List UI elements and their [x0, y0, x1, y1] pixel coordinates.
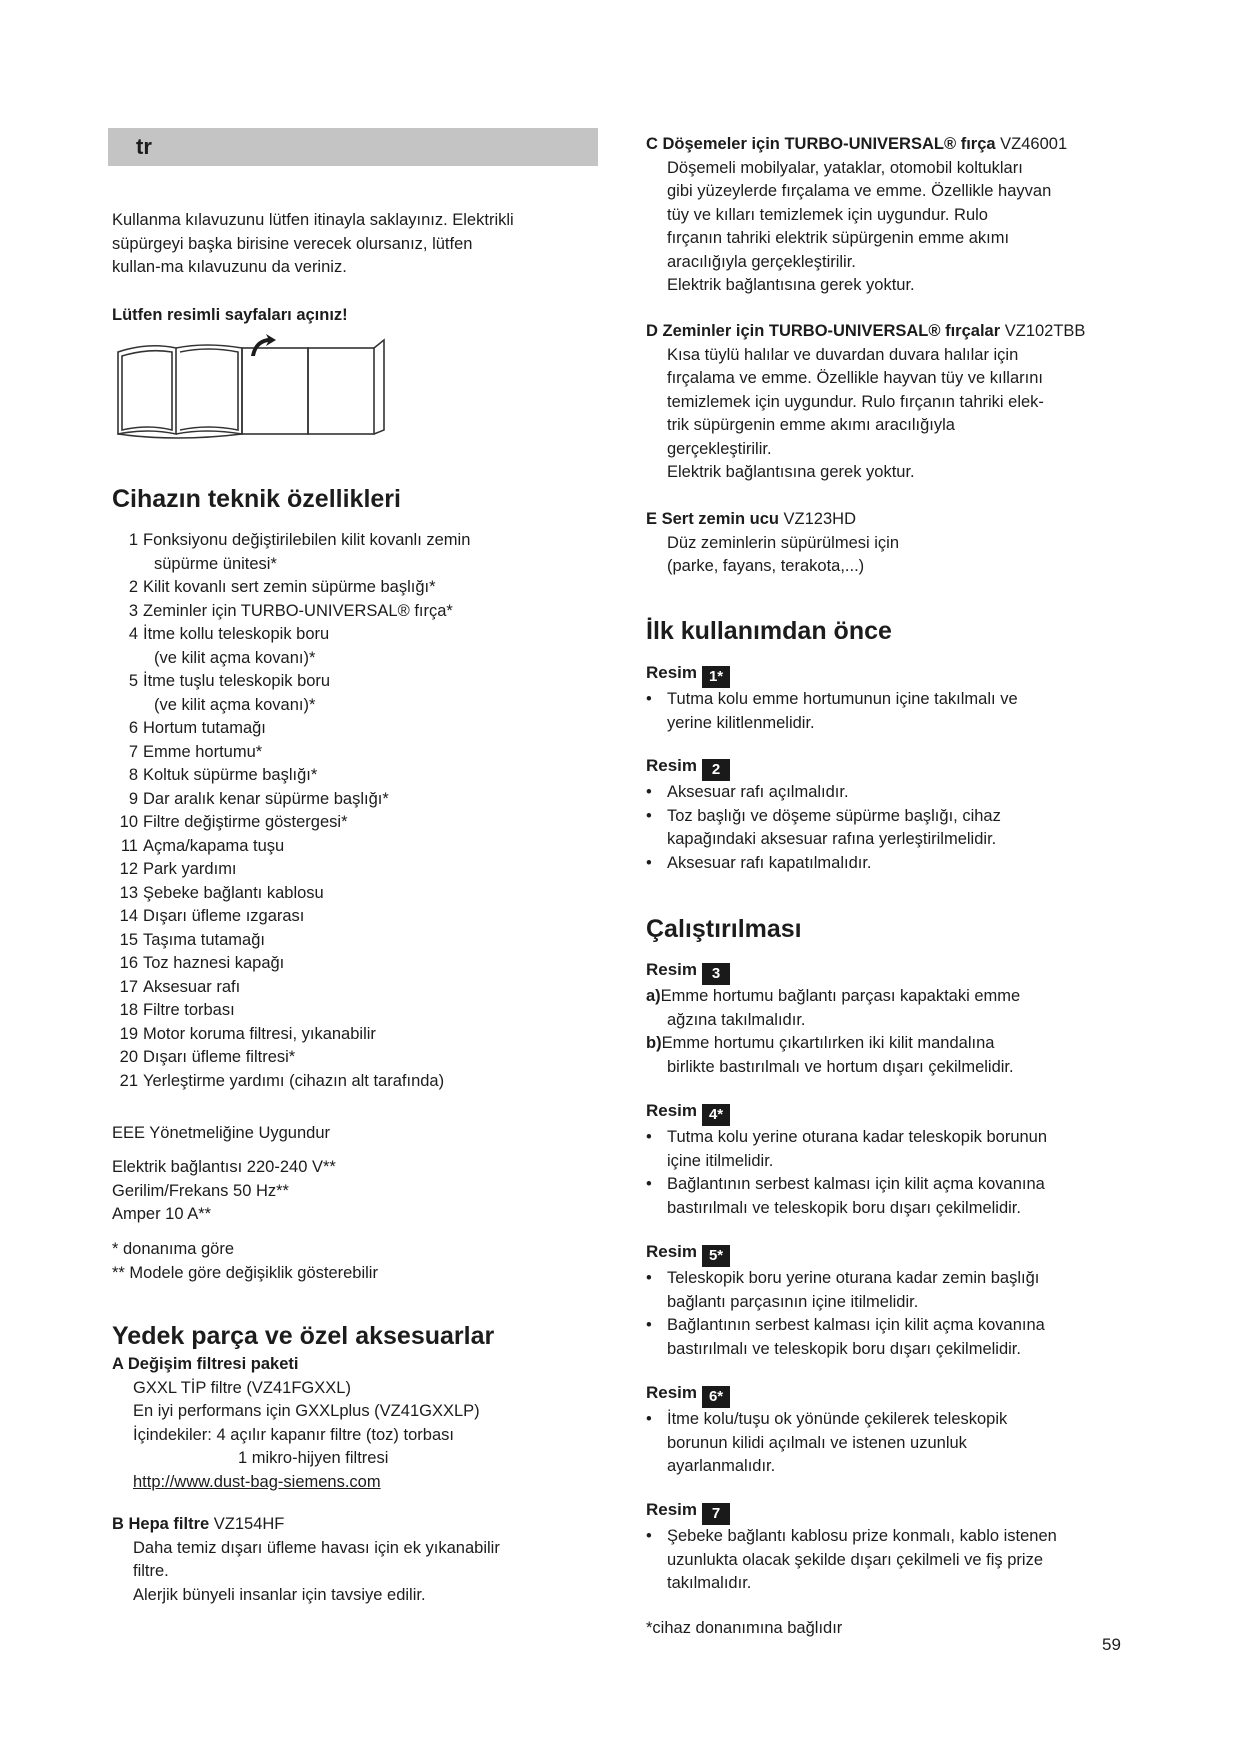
- list-item: 13 Şebeke bağlantı kablosu: [119, 883, 324, 902]
- resim-6: Resim 6* • İtme kolu/tuşu ok yönünde çekilerek teleskopik borunun kilidi açılmalı ve istenen uzunluk ayarlanmalıdır.: [646, 1381, 1166, 1479]
- list-item: 20 Dışarı üfleme filtresi*: [119, 1048, 296, 1066]
- spare-b: B Hepa filtre VZ154HF Daha temiz dışarı üfleme havası için ek yıkanabilir filtre. Alerjik bünyeli insanlar için tavsiye edilir.: [112, 1515, 500, 1604]
- list-item: 8 Koltuk süpürme başlığı*: [128, 766, 318, 784]
- list-item: 21 Yerleştirme yardımı (cihazın alt tarafında): [119, 1071, 445, 1090]
- figure-badge: 5*: [702, 1245, 730, 1267]
- list-item: 5 İtme tuşlu teleskopik boru: [128, 672, 331, 690]
- accessory-e: E Sert zemin ucu VZ123HD Düz zeminlerin süpürülmesi için (parke, fayans, terakota,...): [646, 510, 899, 575]
- accessory-c: C Döşemeler için TURBO-UNIVERSAL® fırça VZ46001 Döşemeli mobilyalar, yataklar, otomobil koltukları gibi yüzeylerde fırçalama ve emme. Özellikle hayvan tüy ve kılları temizlemek için uygundur. Rulo fırçanın tahriki elektrik süpürgenin emme akımı aracılığıyla gerçekleştirilir. Elektrik bağlantısına gerek yoktur.: [646, 135, 1068, 294]
- list-item: 18 Filtre torbası: [119, 1001, 235, 1019]
- resim-7: Resim 7 • Şebeke bağlantı kablosu prize konmalı, kablo istenen uzunlukta olacak şekilde dışarı çekilmeli ve fiş prize takılmalıdır.: [646, 1498, 1166, 1596]
- open-pages-note: Lütfen resimli sayfaları açınız!: [112, 306, 348, 324]
- spare-a: A Değişim filtresi paketi GXXL TİP filtre (VZ41FGXXL) En iyi performans için GXXLplus (VZ41GXXLP) İçindekiler: 4 açılır kapanır filtre (toz) torbası 1 mikro-hijyen filtresi http://www.dust-bag-siemens.com: [112, 1355, 480, 1491]
- resim-4: Resim 4* • Tutma kolu yerine oturana kadar teleskopik borunun içine itilmelidir. • Bağlantının serbest kalması için kilit açma kovanına bastırılmalı ve teleskopik boru dışarı çekilmelidir.: [646, 1099, 1166, 1220]
- list-item: 16 Toz haznesi kapağı: [119, 954, 285, 972]
- operation-title: Çalıştırılması: [646, 915, 802, 943]
- accessory-d: D Zeminler için TURBO-UNIVERSAL® fırçalar VZ102TBB Kısa tüylü halılar ve duvardan duvara halılar için fırçalama ve emme. Özellikle hayvan tüy ve kıllarını temizlemek için uygundur. Rulo fırçanın tahriki elek- trik süpürgenin emme akımı aracılığıyla gerçekleştirilir. Elektrik bağlantısına gerek yoktur.: [646, 322, 1086, 481]
- list-item: 17 Aksesuar rafı: [119, 977, 241, 996]
- list-item: 12 Park yardımı: [119, 860, 237, 878]
- figure-badge: 7: [702, 1503, 730, 1525]
- list-item: 3 Zeminler için TURBO-UNIVERSAL® fırça*: [128, 601, 453, 620]
- list-item: 2 Kilit kovanlı sert zemin süpürme başlığı*: [128, 578, 436, 596]
- spare-title: Yedek parça ve özel aksesuarlar: [112, 1322, 495, 1350]
- tech-title: Cihazın teknik özellikleri: [112, 485, 401, 513]
- first-use-title: İlk kullanımdan önce: [646, 617, 892, 645]
- list-item: 19 Motor koruma filtresi, yıkanabilir: [119, 1024, 376, 1043]
- resim-1: Resim 1* • Tutma kolu emme hortumunun içine takılmalı ve yerine kilitlenmelidir.: [646, 661, 1166, 735]
- device-footnote: *cihaz donanımına bağlıdır: [646, 1619, 843, 1637]
- list-item: 14 Dışarı üfleme ızgarası: [119, 907, 305, 925]
- resim-2: Resim 2 • Aksesuar rafı açılmalıdır. • Toz başlığı ve döşeme süpürme başlığı, cihaz kapağındaki aksesuar rafına yerleştirilmelidir. • Aksesuar rafı kapatılmalıdır.: [646, 754, 1166, 875]
- resim-3: Resim 3 a)Emme hortumu bağlantı parçası kapaktaki emme ağzına takılmalıdır. b)Emme hortumu çıkartılırken iki kilit mandalına birlikte bastırılmalı ve hortum dışarı çekilmelidir.: [646, 960, 1021, 1076]
- figure-badge: 4*: [702, 1104, 730, 1126]
- list-item: 9 Dar aralık kenar süpürme başlığı*: [128, 789, 389, 808]
- list-item: 6 Hortum tutamağı: [128, 719, 266, 737]
- page-number: 59: [1102, 1635, 1121, 1654]
- eee-compliance: EEE Yönetmeliğine Uygundur: [112, 1124, 330, 1142]
- figure-badge: 2: [702, 759, 730, 781]
- figure-badge: 1*: [702, 666, 730, 688]
- list-item: 1 Fonksiyonu değiştirilebilen kilit kovanlı zemin: [128, 531, 471, 549]
- electrical-specs: Elektrik bağlantısı 220-240 V** Gerilim/Frekans 50 Hz** Amper 10 A**: [112, 1158, 336, 1223]
- figure-badge: 6*: [702, 1386, 730, 1408]
- language-tag: tr: [108, 128, 598, 166]
- list-item: 4 İtme kollu teleskopik boru: [128, 625, 330, 643]
- figure-badge: 3: [702, 963, 730, 985]
- list-item: 10 Filtre değiştirme göstergesi*: [119, 813, 348, 831]
- resim-5: Resim 5* • Teleskopik boru yerine oturana kadar zemin başlığı bağlantı parçasının içine itilmelidir. • Bağlantının serbest kalması için kilit açma kovanına bastırılmalı ve teleskopik boru dışarı çekilmelidir.: [646, 1240, 1166, 1361]
- open-book-icon: [116, 334, 396, 440]
- list-item: 11 Açma/kapama tuşu: [120, 836, 285, 855]
- footnotes: * donanıma göre ** Modele göre değişiklik gösterebilir: [112, 1240, 378, 1282]
- dust-bag-link[interactable]: http://www.dust-bag-siemens.com: [133, 1472, 381, 1491]
- tech-list: 1 Fonksiyonu değiştirilebilen kilit kovanlı zemin süpürme ünitesi* 2 Kilit kovanlı sert zemin süpürme başlığı* 3 Zeminler için TURBO-UNIVERSAL® fırça* 4 İtme kollu teleskopik boru (ve kilit açma kovanı)* 5 İtme tuşlu teleskopik boru (ve kilit açma kovanı)* 6 Hortum tutamağı 7 Emme hortumu* 8 Koltuk süpürme başlığı* 9 Dar aralık kenar süpürme başlığı* 10 Filtre değiştirme göstergesi* 11 Açma/kapama tuşu 12 Park yardımı 13 Şebeke bağlantı kablosu 14 Dışarı üfleme ızgarası 15 Taşıma tutamağı 16 Toz haznesi kapağı 17 Aksesuar rafı 18 Filtre torbası 19 Motor koruma filtresi, yıkanabilir 20 Dışarı üfleme filtresi* 21 Yerleştirme yardımı (cihazın alt tarafında): [112, 529, 612, 1093]
- intro-text: Kullanma kılavuzunu lütfen itinayla saklayınız. Elektrikli süpürgeyi başka birisine verecek olursanız, lütfen kullan-ma kılavuzunu da veriniz.: [112, 211, 514, 276]
- list-item: 15 Taşıma tutamağı: [119, 930, 265, 949]
- list-item: 7 Emme hortumu*: [128, 742, 263, 761]
